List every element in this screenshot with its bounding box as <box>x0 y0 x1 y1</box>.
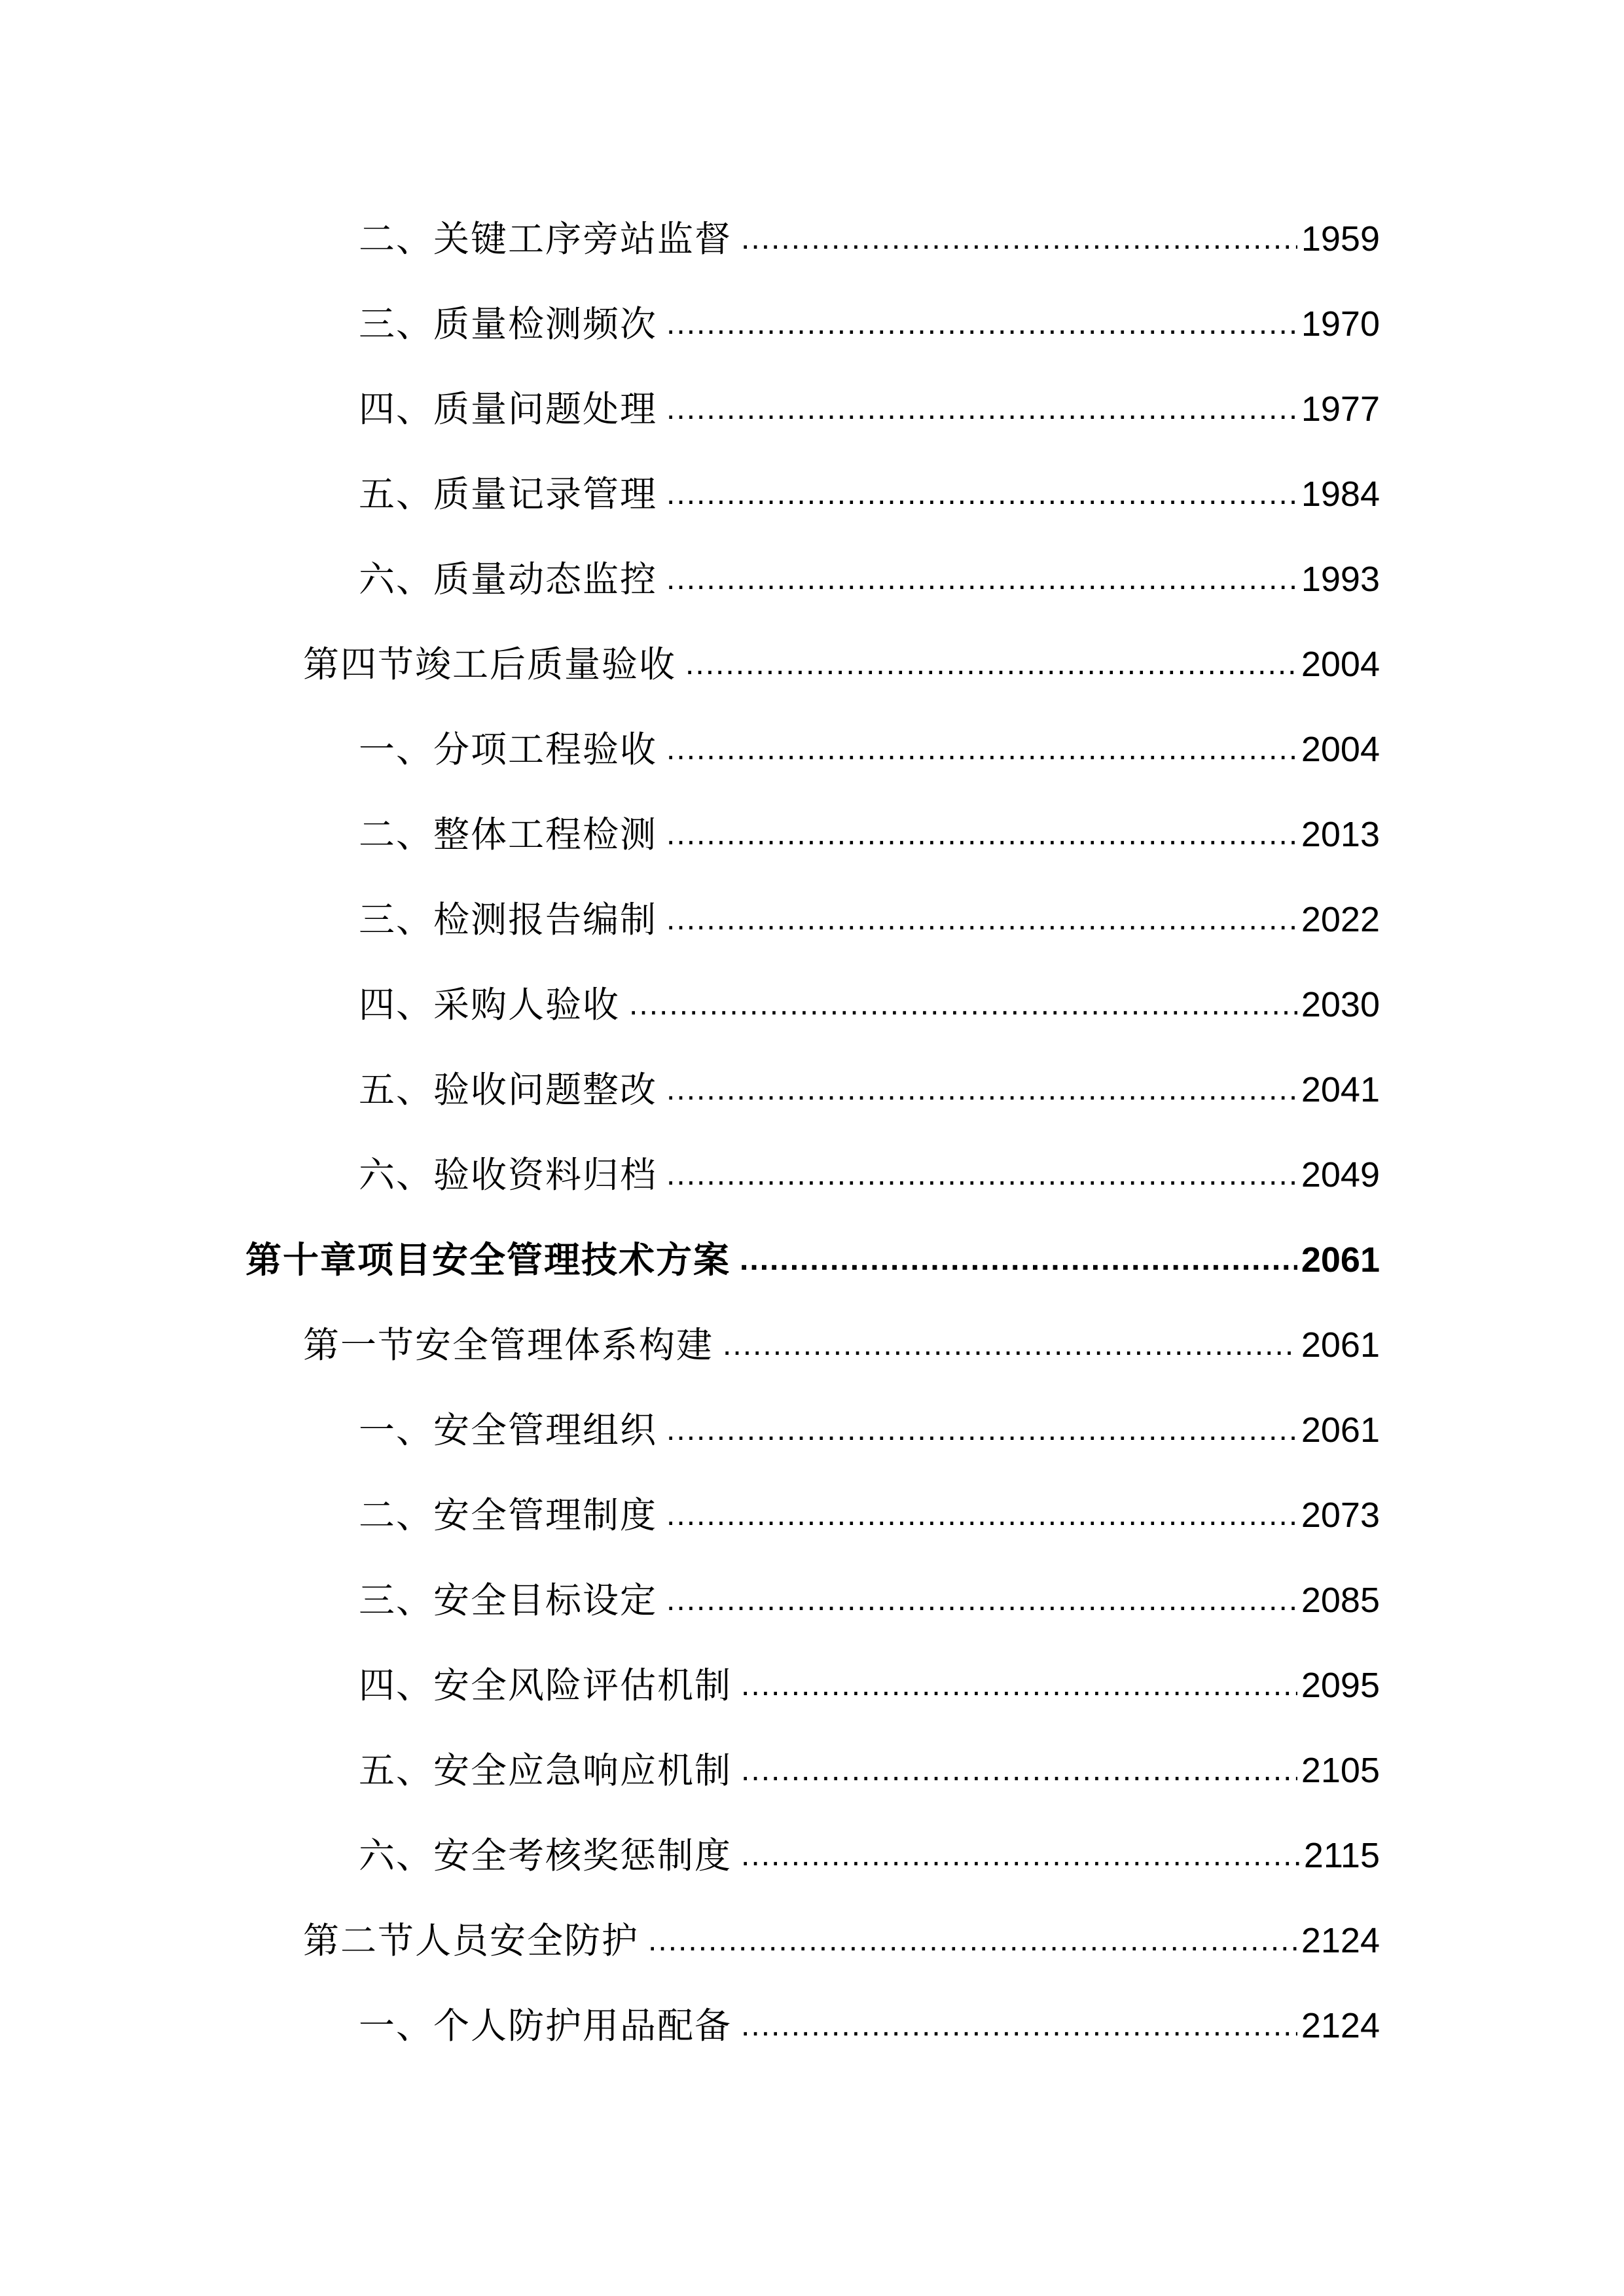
toc-entry-title: 第四节竣工后质量验收 <box>303 643 677 685</box>
toc-entry-page: 2049 <box>1301 1155 1380 1194</box>
toc-entry[interactable] <box>359 1060 1380 1119</box>
toc-leader-dots <box>741 209 1297 268</box>
toc-entry-title: 六、验收资料归档 <box>359 1154 658 1196</box>
toc-entry-page: 2061 <box>1301 1410 1380 1450</box>
toc-entry[interactable] <box>359 720 1380 779</box>
toc-entry-page: 2061 <box>1301 1240 1380 1280</box>
toc-entry-page: 2004 <box>1301 730 1380 769</box>
toc-entry-page: 2061 <box>1301 1325 1380 1365</box>
toc-leader-dots <box>741 1656 1297 1715</box>
toc-entry[interactable] <box>359 550 1380 609</box>
toc-entry-title: 三、安全目标设定 <box>359 1579 658 1621</box>
toc-entry-title: 五、验收问题整改 <box>359 1069 658 1111</box>
toc-leader-dots <box>666 1060 1297 1119</box>
toc-entry[interactable] <box>359 805 1380 864</box>
toc-entry-title: 五、质量记录管理 <box>359 473 658 515</box>
toc-leader-dots <box>666 890 1297 949</box>
toc-entry-page: 2124 <box>1301 2006 1380 2045</box>
toc-leader-dots <box>629 975 1297 1034</box>
toc-entry-title: 三、检测报告编制 <box>359 899 658 941</box>
toc-entry-page: 2085 <box>1301 1581 1380 1620</box>
toc-entry-title: 第二节人员安全防护 <box>303 1920 640 1962</box>
toc-entry[interactable] <box>359 1996 1380 2055</box>
toc-entry-page: 2115 <box>1303 1836 1380 1875</box>
toc-entry-page: 2073 <box>1301 1496 1380 1535</box>
toc-entry-title: 六、质量动态监控 <box>359 558 658 600</box>
toc-entry-title: 五、安全应急响应机制 <box>359 1749 732 1791</box>
toc-leader-dots <box>740 1230 1297 1289</box>
toc-entry-title: 二、关键工序旁站监督 <box>359 218 732 260</box>
toc-entry-title: 一、个人防护用品配备 <box>359 2005 732 2047</box>
toc-leader-dots <box>666 720 1297 779</box>
toc-entry[interactable] <box>359 1826 1380 1885</box>
toc-leader-dots <box>666 1401 1297 1460</box>
toc-entry-page: 2022 <box>1301 900 1380 939</box>
toc-entry-page: 1977 <box>1301 389 1380 429</box>
toc-entry-page: 2041 <box>1301 1070 1380 1109</box>
toc-leader-dots <box>666 295 1297 353</box>
toc-entry-title: 四、安全风险评估机制 <box>359 1664 732 1706</box>
toc-leader-dots <box>666 465 1297 524</box>
toc-leader-dots <box>666 1145 1297 1204</box>
toc-entry-page: 2095 <box>1301 1666 1380 1705</box>
toc-entry[interactable] <box>359 975 1380 1034</box>
toc-entry[interactable] <box>359 1656 1380 1715</box>
toc-entry-page: 2013 <box>1301 815 1380 854</box>
toc-entry[interactable] <box>359 890 1380 949</box>
toc-leader-dots <box>648 1911 1297 1970</box>
toc-section-entry[interactable] <box>303 1316 1380 1374</box>
toc-entry[interactable] <box>359 380 1380 439</box>
toc-chapter-entry[interactable] <box>245 1230 1380 1289</box>
toc-leader-dots <box>685 635 1297 694</box>
toc-entry[interactable] <box>359 209 1380 268</box>
toc-leader-dots <box>666 1571 1297 1630</box>
toc-leader-dots <box>666 805 1297 864</box>
toc-entry-page: 1984 <box>1301 475 1380 514</box>
toc-leader-dots <box>666 1486 1297 1545</box>
toc-leader-dots <box>723 1316 1297 1374</box>
toc-entry-page: 2105 <box>1301 1751 1380 1790</box>
toc-entry-title: 二、安全管理制度 <box>359 1494 658 1536</box>
toc-entry[interactable] <box>359 465 1380 524</box>
toc-entry-page: 2030 <box>1301 985 1380 1024</box>
toc-leader-dots <box>741 1826 1300 1885</box>
toc-entry-title: 一、安全管理组织 <box>359 1409 658 1451</box>
toc-entry-title: 三、质量检测频次 <box>359 303 658 345</box>
toc-entry-page: 2124 <box>1301 1921 1380 1960</box>
toc-entry[interactable] <box>359 1401 1380 1460</box>
toc-entry-title: 一、分项工程验收 <box>359 728 658 770</box>
toc-entry-title: 四、质量问题处理 <box>359 388 658 430</box>
toc-section-entry[interactable] <box>303 1911 1380 1970</box>
toc-leader-dots <box>666 380 1297 439</box>
toc-entry[interactable] <box>359 1145 1380 1204</box>
toc-entry-title: 二、整体工程检测 <box>359 814 658 855</box>
toc-entry-page: 1959 <box>1301 219 1380 259</box>
toc-entry-title: 第十章项目安全管理技术方案 <box>245 1239 731 1281</box>
toc-entry-page: 1993 <box>1301 560 1380 599</box>
toc-entry[interactable] <box>359 1571 1380 1630</box>
toc-entry[interactable] <box>359 1741 1380 1800</box>
toc-entry-title: 第一节安全管理体系构建 <box>303 1324 714 1366</box>
toc-leader-dots <box>666 550 1297 609</box>
toc-entry-title: 六、安全考核奖惩制度 <box>359 1835 732 1876</box>
toc-entry[interactable] <box>359 1486 1380 1545</box>
toc-leader-dots <box>741 1741 1297 1800</box>
toc-entry-title: 四、采购人验收 <box>359 984 621 1026</box>
toc-section-entry[interactable] <box>303 635 1380 694</box>
toc-entry[interactable] <box>359 295 1380 353</box>
toc-entry-page: 2004 <box>1301 645 1380 684</box>
toc-leader-dots <box>741 1996 1297 2055</box>
toc-entry-page: 1970 <box>1301 304 1380 344</box>
